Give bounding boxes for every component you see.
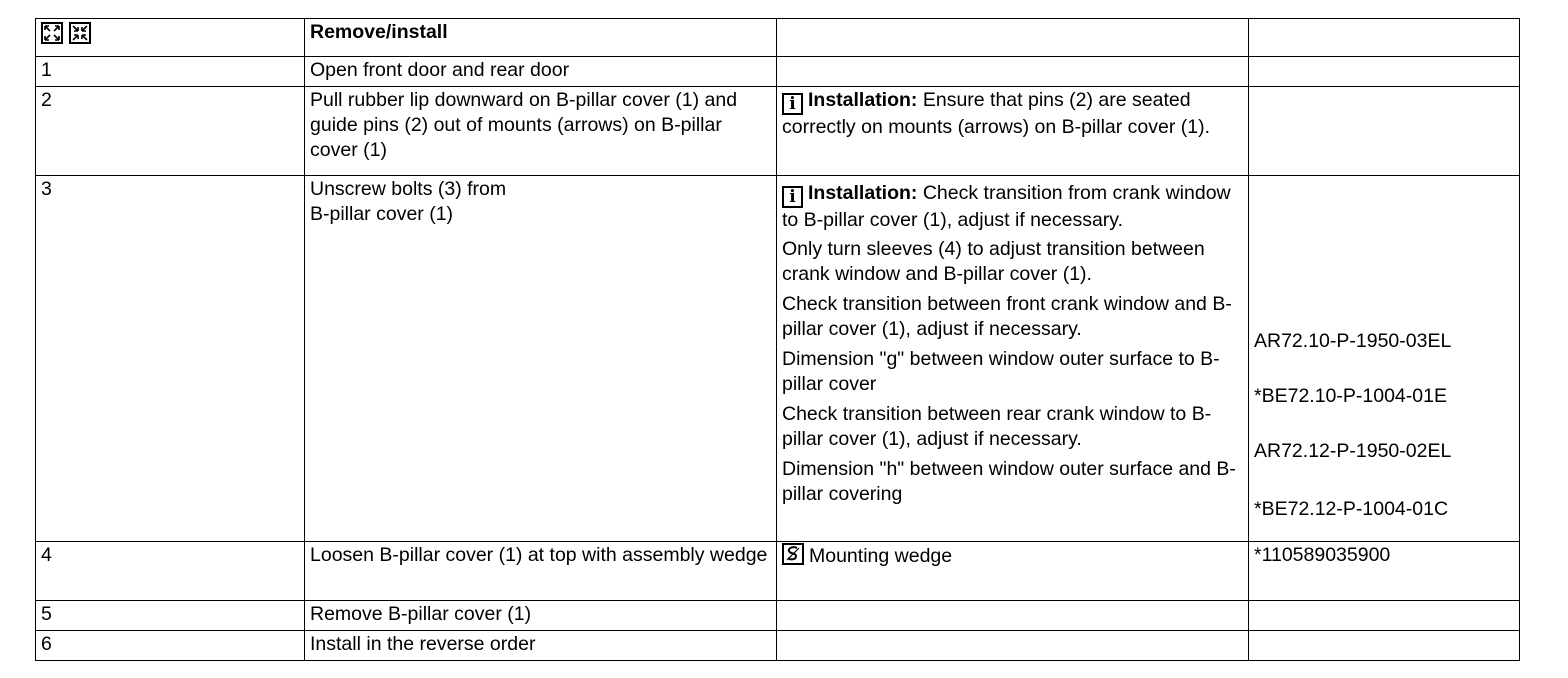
- header-icons-cell: [36, 19, 305, 57]
- step-note: [777, 631, 1249, 661]
- step-ref: [1249, 57, 1520, 87]
- sub-note: Dimension "h" between window outer surface and B-pillar covering: [782, 458, 1236, 505]
- table-row: [36, 87, 1520, 176]
- special-tool-icon: [782, 543, 804, 565]
- reference-link[interactable]: AR72.12-P-1950-02EL: [1254, 440, 1452, 462]
- installation-label: Installation:: [808, 89, 918, 111]
- step-note: [777, 57, 1249, 87]
- step-ref: [1249, 542, 1520, 601]
- step-note: [777, 176, 1249, 542]
- table-header-row: [36, 19, 1520, 57]
- expand-icon[interactable]: [41, 22, 63, 44]
- step-ref: [1249, 176, 1520, 542]
- header-title-cell: [305, 19, 777, 57]
- table-row: [36, 57, 1520, 87]
- step-ref: [1249, 631, 1520, 661]
- step-action: Remove B-pillar cover (1): [305, 601, 777, 631]
- step-action-line: Unscrew bolts (3) from: [310, 178, 507, 200]
- step-action: Loosen B-pillar cover (1) at top with assembly wedge: [305, 542, 777, 601]
- section-title: Remove/install: [310, 21, 448, 43]
- step-action: Open front door and rear door: [305, 57, 777, 87]
- reference-link[interactable]: *BE72.10-P-1004-01E: [1254, 385, 1447, 407]
- step-number: 6: [36, 631, 305, 661]
- reference-link[interactable]: *BE72.12-P-1004-01C: [1254, 498, 1449, 520]
- info-icon: i: [782, 93, 803, 115]
- step-number: 1: [36, 57, 305, 87]
- step-action-line: B-pillar cover (1): [310, 203, 454, 225]
- sub-note: Only turn sleeves (4) to adjust transition between crank window and B-pillar cover (1).: [782, 238, 1205, 285]
- step-action: [305, 176, 777, 542]
- step-number: 5: [36, 601, 305, 631]
- installation-text: Check transition from crank window to B-pillar cover (1), adjust if necessary.: [782, 182, 1231, 231]
- installation-note: [782, 181, 1243, 233]
- step-note: [777, 601, 1249, 631]
- info-icon: i: [782, 186, 803, 208]
- table-row: [36, 601, 1520, 631]
- step-number: 2: [36, 87, 305, 176]
- sub-note: Check transition between rear crank window to B-pillar cover (1), adjust if necessary.: [782, 403, 1212, 450]
- step-note: [777, 87, 1249, 176]
- sub-note: Dimension "g" between window outer surface to B-pillar cover: [782, 348, 1220, 395]
- step-action: Pull rubber lip downward on B-pillar cover (1) and guide pins (2) out of mounts (arrows) on B-pillar cover (1): [305, 87, 777, 176]
- collapse-icon[interactable]: [69, 22, 91, 44]
- table-row: [36, 176, 1520, 542]
- procedure-table: [35, 18, 1520, 661]
- step-number: 3: [36, 176, 305, 542]
- table-row: [36, 542, 1520, 601]
- tool-part-number[interactable]: *110589035900: [1254, 544, 1391, 566]
- sub-note: Check transition between front crank window and B-pillar cover (1), adjust if necessary.: [782, 293, 1232, 340]
- header-empty-cell: [777, 19, 1249, 57]
- step-number: 4: [36, 542, 305, 601]
- step-ref: [1249, 87, 1520, 176]
- table-row: [36, 631, 1520, 661]
- reference-link[interactable]: AR72.10-P-1950-03EL: [1254, 330, 1452, 352]
- step-ref: [1249, 601, 1520, 631]
- step-tool: [777, 542, 1249, 601]
- header-empty-cell: [1249, 19, 1520, 57]
- step-action: Install in the reverse order: [305, 631, 777, 661]
- installation-label: Installation:: [808, 182, 918, 204]
- installation-text: Ensure that pins (2) are seated correctly on mounts (arrows) on B-pillar cover (1).: [782, 89, 1211, 138]
- tool-name: Mounting wedge: [809, 545, 953, 567]
